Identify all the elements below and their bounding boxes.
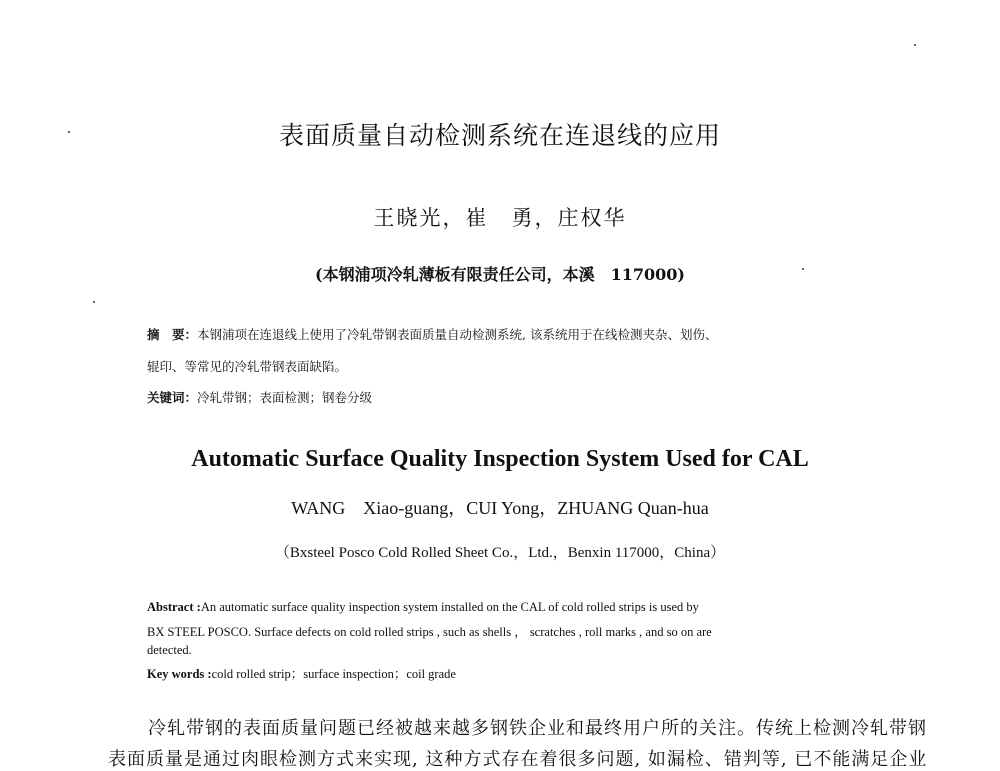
- english-keywords: [147, 664, 456, 682]
- english-keywords-text: cold rolled strip；surface inspection；coil grade: [211, 667, 456, 681]
- chinese-abstract-line-1: [147, 325, 717, 343]
- english-abstract-label: Abstract :: [147, 600, 201, 614]
- english-title: Automatic Surface Quality Inspection System Used for CAL: [191, 446, 809, 472]
- english-authors: WANG Xiao-guang，CUI Yong，ZHUANG Quan-hua: [291, 498, 709, 518]
- chinese-authors: 王晓光，崔 勇，庄权华: [373, 206, 627, 230]
- chinese-keywords-label: 关键词：: [147, 390, 198, 405]
- scan-speck: [914, 44, 916, 46]
- chinese-keywords-text: 冷轧带钢；表面检测；钢卷分级: [197, 390, 373, 405]
- english-affiliation: （Bxsteel Posco Cold Rolled Sheet Co.，Ltd.，Benxin 117000，China）: [274, 545, 726, 561]
- scan-speck: [68, 131, 70, 133]
- english-abstract-line-1: [147, 600, 699, 615]
- chinese-keywords: [147, 388, 372, 406]
- english-abstract-line-2: BX STEEL POSCO. Surface defects on cold rolled strips , such as shells ， scratches , roll marks , and so on are: [147, 625, 712, 639]
- english-abstract-text-1: An automatic surface quality inspection system installed on the CAL of cold rolled strips is used by: [200, 600, 699, 614]
- chinese-abstract-text-1: 本钢浦项在连退线上使用了冷轧带钢表面质量自动检测系统, 该系统用于在线检测夹杂、划伤、: [197, 327, 718, 342]
- chinese-title: 表面质量自动检测系统在连退线的应用: [278, 121, 721, 150]
- chinese-abstract-line-2: 辊印、等常见的冷轧带钢表面缺陷。: [147, 359, 348, 374]
- chinese-affiliation: (本钢浦项冷轧薄板有限责任公司，本溪 117000): [315, 265, 685, 284]
- body-paragraph-line-2: 表面质量是通过肉眼检测方式来实现, 这种方式存在着很多问题, 如漏检、错判等, 已不能满足企业: [108, 749, 928, 770]
- english-abstract-line-3: detected.: [147, 643, 192, 657]
- scan-speck: [802, 268, 804, 270]
- body-paragraph-line-1: 冷轧带钢的表面质量问题已经被越来越多钢铁企业和最终用户所的关注。传统上检测冷轧带钢: [148, 718, 927, 739]
- chinese-abstract-label: 摘 要：: [147, 327, 198, 342]
- english-keywords-label: Key words :: [147, 667, 212, 681]
- scan-speck: [93, 301, 95, 303]
